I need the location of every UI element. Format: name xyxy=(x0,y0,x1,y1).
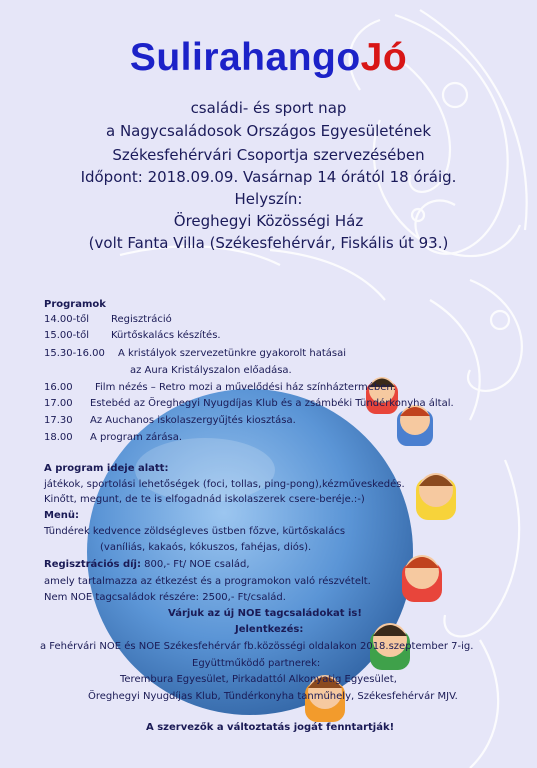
program-text: A program zárása. xyxy=(90,432,183,443)
activities-line: Kinőtt, megunt, de te is elfogadnád iskolaszerek csere-beréje.:-) xyxy=(44,494,365,505)
program-text: Regisztráció xyxy=(111,314,172,325)
signup-heading: Jelentkezés: xyxy=(235,624,304,635)
partners-heading: Együttműködő partnerek: xyxy=(192,658,321,669)
signup-line: a Fehérvári NOE és NOE Székesfehérvár fb.közösségi oldalakon 2018.szeptember 7-ig. xyxy=(40,641,474,652)
program-time: 14.00-től xyxy=(44,314,90,325)
partners-line: Terembura Egyesület, Pirkadattól Alkonyatig Egyesület, xyxy=(120,674,397,685)
program-text: Film nézés – Retro mozi a művelődési ház színháztermében. xyxy=(95,382,396,393)
program-text: Estebéd az Öreghegyi Nyugdíjas Klub és a zsámbéki Tündérkonyha által. xyxy=(90,398,454,409)
title-part-red: Jó xyxy=(360,36,408,79)
program-time: 18.00 xyxy=(44,432,73,443)
activities-line: játékok, sportolási lehetőségek (foci, tollas, ping-pong),kézműveskedés. xyxy=(44,479,405,490)
event-title xyxy=(0,34,537,82)
activities-heading: A program ideje alatt: xyxy=(44,463,169,474)
program-text: Az Auchanos iskolaszergyűjtés kiosztása. xyxy=(90,415,296,426)
program-time: 15.30-16.00 xyxy=(44,348,105,359)
header-line-2: a Nagycsaládosok Országos Egyesületének xyxy=(105,122,432,140)
venue-name: Öreghegyi Közösségi Ház xyxy=(173,212,364,230)
menu-line: (vaníliás, kakaós, kókuszos, fahéjas, diós). xyxy=(100,542,312,553)
menu-line: Tündérek kedvence zöldségleves üstben főzve, kürtőskalács xyxy=(44,526,346,537)
program-text: A kristályok szervezetünkre gyakorolt hatásai xyxy=(118,348,347,359)
child-figure xyxy=(416,473,456,520)
header-line-3: Székesfehérvári Csoportja szervezésében xyxy=(112,146,425,164)
partners-line: Öreghegyi Nyugdíjas Klub, Tündérkonyha tanműhely, Székesfehérvár MJV. xyxy=(88,691,458,702)
fee-line: amely tartalmazza az étkezést és a programokon való részvételt. xyxy=(44,576,371,587)
menu-heading: Menü: xyxy=(44,510,79,521)
program-time: 16.00 xyxy=(44,382,73,393)
header-line-1: családi- és sport nap xyxy=(190,99,347,117)
fee-value: 800,- Ft/ NOE család, xyxy=(140,559,250,570)
fee-line: Nem NOE tagcsaládok részére: 2500,- Ft/család. xyxy=(44,592,286,603)
fee-line xyxy=(44,557,250,572)
title-part-blue: Sulirahango xyxy=(129,36,361,79)
program-heading: Programok xyxy=(44,299,106,310)
program-text: Kürtőskalács készítés. xyxy=(111,330,221,341)
fee-label: Regisztrációs díj: xyxy=(44,559,141,570)
program-time: 17.00 xyxy=(44,398,73,409)
program-time: 15.00-től xyxy=(44,330,90,341)
footer-disclaimer: A szervezők a változtatás jogát fenntartják! xyxy=(146,722,395,733)
event-date: Időpont: 2018.09.09. Vasárnap 14 órától 18 óráig. xyxy=(80,168,457,186)
welcome-note: Várjuk az új NOE tagcsaládokat is! xyxy=(168,608,362,619)
program-text: az Aura Kristályszalon előadása. xyxy=(130,365,292,376)
child-figure xyxy=(397,405,433,446)
program-time: 17.30 xyxy=(44,415,73,426)
venue-label: Helyszín: xyxy=(234,190,303,208)
venue-address: (volt Fanta Villa (Székesfehérvár, Fiskális út 93.) xyxy=(88,234,449,252)
